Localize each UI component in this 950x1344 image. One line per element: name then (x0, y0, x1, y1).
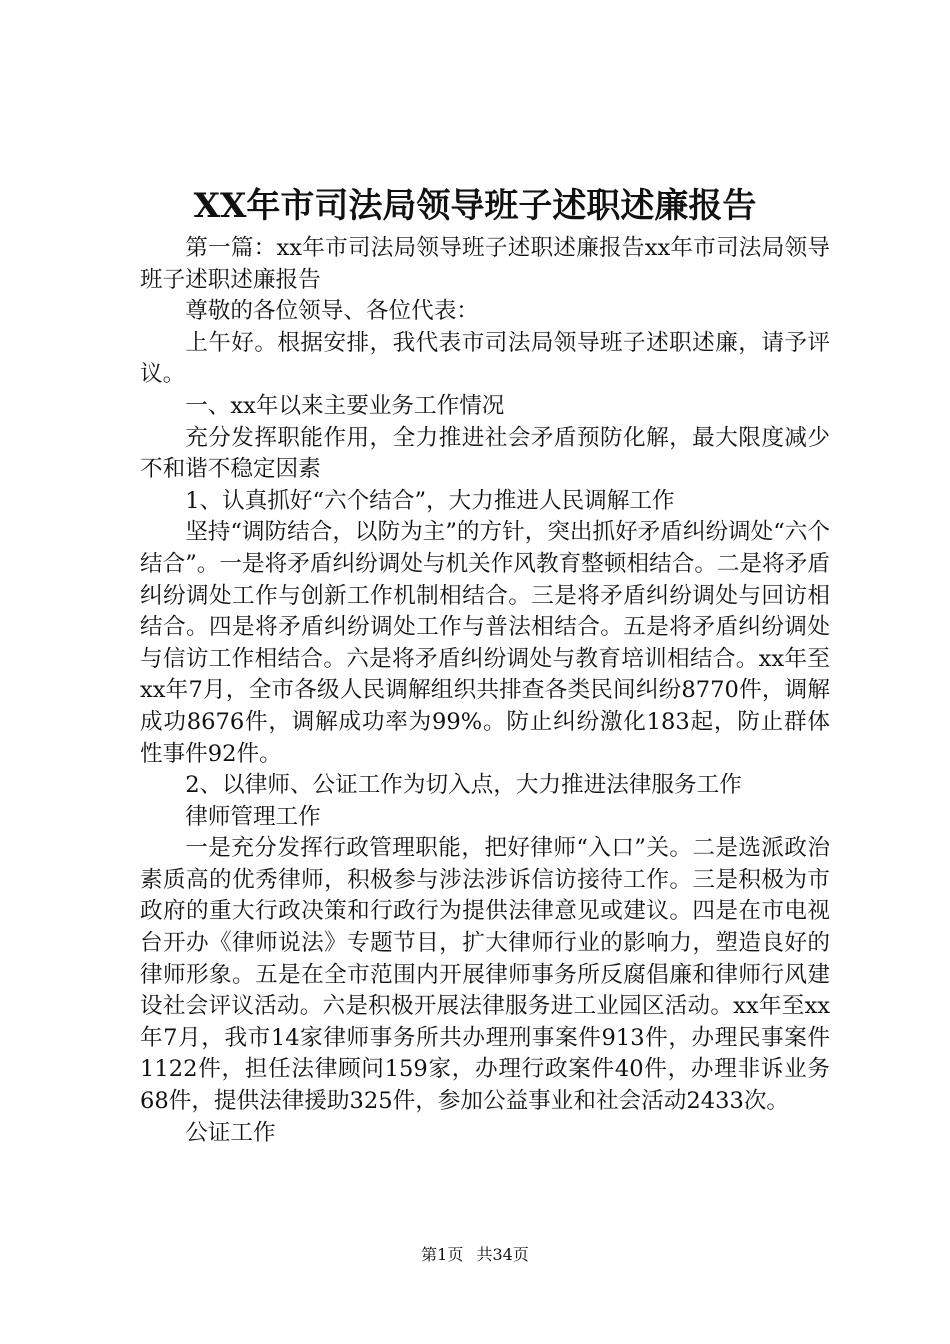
document-body (140, 233, 830, 1149)
subsection-heading: 1、认真抓好“六个结合”，大力推进人民调解工作 (185, 487, 675, 514)
paragraph: 一是充分发挥行政管理职能，把好律师“入口”关。二是选派政治素质高的优秀律师，积极参与涉法涉诉信访接待工作。三是积极为市政府的重大行政决策和行政行为提供法律意见或建议。四是在市电视台开办《律师说法》专题节目，扩大律师行业的影响力，塑造良好的律师形象。五是在全市范围内开展律师事务所反腐倡廉和律师行风建设社会评议活动。六是积极开展法律服务进工业园区活动。xx年至xx年7月，我市14家律师事务所共办理刑事案件913件，办理民事案件1122件，担任法律顾问159家，办理行政案件40件，办理非诉业务68件，提供法律援助325件，参加公益事业和社会活动2433次。 (140, 835, 830, 1115)
document-title: XX年市司法局领导班子述职述廉报告 (193, 186, 757, 226)
paragraph: 第一篇：xx年市司法局领导班子述职述廉报告xx年市司法局领导班子述职述廉报告 (140, 235, 830, 293)
subsection-heading: 公证工作 (185, 1119, 276, 1146)
paragraph: 充分发挥职能作用，全力推进社会矛盾预防化解，最大限度减少不和谐不稳定因素 (140, 424, 830, 483)
paragraph: 坚持“调防结合，以防为主”的方针，突出抓好矛盾纠纷调处“六个结合”。一是将矛盾纠纷调处与机关作风教育整顿相结合。二是将矛盾纠纷调处工作与创新工作机制相结合。三是将矛盾纠纷调处与回访相结合。四是将矛盾纠纷调处工作与普法相结合。五是将矛盾纠纷调处与信访工作相结合。六是将矛盾纠纷调处与教育培训相结合。xx年至xx年7月，全市各级人民调解组织共排查各类民间纠纷8770件，调解成功8676件，调解成功率为99%。防止纠纷激化183起，防止群体性事件92件。 (140, 519, 830, 767)
page-number: 第1页 (421, 1245, 464, 1264)
paragraph: 上午好。根据安排，我代表市司法局领导班子述职述廉，请予评议。 (140, 329, 830, 388)
subsection-heading: 2、以律师、公证工作为切入点，大力推进法律服务工作 (185, 772, 742, 799)
subsection-heading: 律师管理工作 (185, 803, 321, 830)
page-total: 共34页 (476, 1245, 529, 1264)
paragraph: 尊敬的各位领导、各位代表： (185, 298, 479, 325)
section-heading: 一、xx年以来主要业务工作情况 (185, 392, 505, 419)
page-footer (0, 1244, 950, 1266)
